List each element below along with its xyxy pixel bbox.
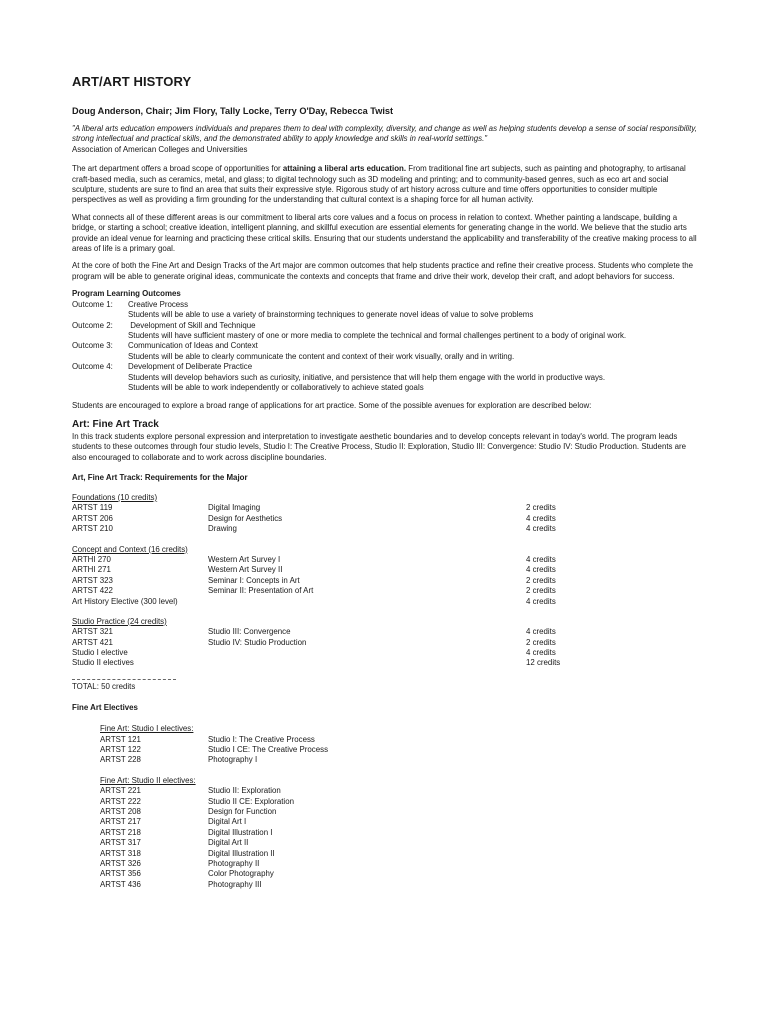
- course-row: [72, 597, 698, 607]
- track-heading: Art: Fine Art Track: [72, 418, 159, 430]
- electives-heading: Fine Art Electives: [72, 703, 138, 713]
- intro-text-b: From traditional fine art subjects, such as painting and photography, to artisanal craft-based media, such as ceramics, metal, and glass; to digital technology such as 3D modeling and printing; and to community-based genres, such as eco art and social sculpture, students are sure to find an area that suits their expressive style. Rigorous study of art history across culture and time offers opportunities to consider multiple perspectives as well as providing a firm grounding for the understanding that cultural context is a shaping force for all human activity.: [72, 164, 686, 205]
- course-credits: 12 credits: [526, 658, 561, 668]
- course-name: Design for Aesthetics: [208, 513, 283, 523]
- course-code: Studio I elective: [72, 648, 128, 658]
- outcome-line: Creative Process: [128, 299, 189, 309]
- course-code: Studio II electives: [72, 658, 134, 668]
- outcome-body: [128, 341, 514, 362]
- course-row: [72, 514, 698, 524]
- outcome-label: Outcome 3:: [72, 341, 113, 351]
- group-title: Studio Practice (24 credits): [72, 616, 167, 626]
- track-intro: In this track students explore personal expression and interpretation to investigate aesthetic boundaries and to develop concepts relevant in today's world. The program leads students to these outcomes through four studio levels, Studio I: The Creative Process, Studio II: Exploration, Studio III: Convergence: Studio IV: Studio Production. Students are also encouraged to collaborate and to work across discipline boundaries.: [72, 431, 687, 462]
- outcome-line: Students will be able to clearly communicate the content and context of their work visually, orally and in writing.: [128, 351, 515, 361]
- outcome-line: Communication of Ideas and Context: [128, 341, 258, 351]
- group-title: Concept and Context (16 credits): [72, 544, 188, 554]
- course-row: [72, 503, 698, 513]
- course-name: [208, 648, 526, 658]
- course-code: ARTST 221: [100, 786, 141, 796]
- outcome-label: Outcome 1:: [72, 299, 113, 309]
- course-code: ARTST 317: [100, 838, 141, 848]
- course-name: Design for Function: [208, 807, 277, 817]
- quote: "A liberal arts education empowers individuals and prepares them to deal with complexity, diversity, and change as well as helping students develop a sense of social responsibility, strong intellectual and practical skills, and the demonstrated ability to apply knowledge and skills in real-world settings.": [72, 124, 697, 144]
- course-credits: 2 credits: [526, 637, 556, 647]
- course-credits: 4 credits: [526, 565, 556, 575]
- outcome-list: [72, 300, 698, 394]
- requirement-groups: [72, 493, 698, 669]
- course-credits: 4 credits: [526, 524, 556, 534]
- elective-group-title: Fine Art: Studio II electives:: [100, 775, 196, 785]
- course-code: ARTST 421: [72, 637, 113, 647]
- outcome-body: [128, 362, 605, 393]
- plo-heading: [72, 289, 698, 299]
- course-code: ARTST 222: [100, 796, 141, 806]
- outcome-item: [72, 362, 698, 393]
- course-credits: 4 credits: [526, 596, 556, 606]
- course-name: Western Art Survey I: [208, 554, 281, 564]
- total-credits: TOTAL: 50 credits: [72, 681, 136, 691]
- course-name: Seminar II: Presentation of Art: [208, 586, 314, 596]
- group-title: Foundations (10 credits): [72, 492, 158, 502]
- outcome-line: Students will be able to use a variety of brainstorming techniques to generate novel ideas of value to solve problems: [128, 310, 534, 320]
- values-paragraph: What connects all of these different areas is our commitment to liberal arts core values and a focus on process in relation to context. Whether painting a landscape, building a bridge, or starting a school; creative ideation, intelligent planning, and skillful execution are essential elements for generating change in the world. We believe that the studio arts provide an ideal venue for learning and practicing these critical skills. Ensuring that our students understand the applicability and transferability of the creative making process to all areas of life is a primary goal.: [72, 212, 697, 254]
- elective-row: [100, 828, 698, 838]
- elective-row: [100, 880, 698, 890]
- outcome-body: [128, 300, 533, 321]
- elective-row: [100, 838, 698, 848]
- page-title: ART/ART HISTORY: [72, 74, 192, 89]
- course-name: Digital Illustration I: [208, 827, 273, 837]
- course-name: Drawing: [208, 524, 237, 534]
- elective-group-title: Fine Art: Studio I electives:: [100, 724, 194, 734]
- course-credits: 2 credits: [526, 575, 556, 585]
- requirement-group: [72, 493, 698, 535]
- course-code: ARTST 228: [100, 755, 141, 765]
- course-code: ARTST 356: [100, 869, 141, 879]
- requirements-heading: Art, Fine Art Track: Requirements for the Major: [72, 472, 248, 482]
- faculty-list: Doug Anderson, Chair; Jim Flory, Tally Locke, Terry O'Day, Rebecca Twist: [72, 106, 394, 116]
- outcome-label: Outcome 2:: [72, 320, 113, 330]
- course-name: [208, 658, 526, 668]
- elective-group: [100, 724, 698, 766]
- course-row: [72, 586, 698, 596]
- plo-heading-tail: s: [176, 289, 181, 299]
- outcome-body: [128, 321, 626, 342]
- course-name: Seminar I: Concepts in Art: [208, 575, 300, 585]
- course-name: Studio II CE: Exploration: [208, 796, 294, 806]
- outcome-line: Students will be able to work independently or collaboratively to achieve stated goals: [128, 382, 424, 392]
- course-name: Color Photography: [208, 869, 274, 879]
- course-name: Photography III: [208, 879, 262, 889]
- course-name: Studio III: Convergence: [208, 627, 291, 637]
- requirement-group: [72, 617, 698, 669]
- intro-text-bold: attaining a liberal arts education.: [282, 164, 407, 174]
- course-code: ARTST 326: [100, 859, 141, 868]
- course-name: Studio I CE: The Creative Process: [208, 745, 329, 755]
- elective-row: [100, 797, 698, 807]
- course-credits: 4 credits: [526, 554, 556, 564]
- course-code: Art History Elective (300 level): [72, 596, 178, 606]
- course-code: ARTST 208: [100, 807, 141, 817]
- course-credits: 4 credits: [526, 648, 556, 658]
- course-name: Digital Art II: [208, 838, 249, 848]
- elective-row: [100, 859, 698, 869]
- intro-text-a: The art department offers a broad scope of opportunities for: [72, 164, 283, 174]
- outcome-line: Students will develop behaviors such as curiosity, initiative, and persistence that will help them engage with the world in productive ways.: [128, 372, 606, 382]
- elective-row: [100, 745, 698, 755]
- outcome-item: [72, 341, 698, 362]
- course-name: Studio II: Exploration: [208, 786, 281, 796]
- course-row: [72, 576, 698, 586]
- elective-row: [100, 735, 698, 745]
- outcome-line: Development of Skill and Technique: [128, 320, 256, 330]
- course-row: [72, 524, 698, 534]
- explore-paragraph: Students are encouraged to explore a broad range of applications for art practice. Some of the possible avenues for exploration are described below:: [72, 401, 592, 411]
- outcome-item: [72, 321, 698, 342]
- course-name: Photography II: [208, 859, 260, 868]
- course-credits: 2 credits: [526, 503, 556, 513]
- course-row: [72, 648, 698, 658]
- course-code: ARTST 422: [72, 586, 113, 596]
- requirement-group: [72, 545, 698, 607]
- total-rule: [72, 679, 176, 680]
- course-code: ARTST 321: [72, 627, 113, 637]
- outcome-item: [72, 300, 698, 321]
- course-code: ARTHI 271: [72, 565, 111, 575]
- course-code: ARTST 436: [100, 879, 141, 889]
- course-code: ARTST 121: [100, 734, 141, 744]
- elective-row: [100, 849, 698, 859]
- outcome-label: Outcome 4:: [72, 362, 113, 372]
- elective-row: [100, 817, 698, 827]
- elective-row: [100, 807, 698, 817]
- outcome-line: Students will have sufficient mastery of one or more media to complete the technical and formal challenges pertinent to a body of original work.: [128, 330, 627, 340]
- intro-paragraph: [72, 164, 698, 206]
- course-code: ARTST 122: [100, 745, 141, 755]
- course-credits: 4 credits: [526, 513, 556, 523]
- course-name: Studio I: The Creative Process: [208, 734, 315, 744]
- course-row: [72, 658, 698, 668]
- course-row: [72, 627, 698, 637]
- course-name: Photography I: [208, 755, 258, 765]
- outcomes-paragraph: At the core of both the Fine Art and Design Tracks of the Art major are common outcomes that help students practice and refine their creative process. Students who complete the program will be able to generate original ideas, communicate the contexts and concepts that frame and drive their work, develop their craft, and adopt behaviors for success.: [72, 261, 694, 281]
- quote-source: Association of American Colleges and Universities: [72, 144, 248, 154]
- elective-row: [100, 786, 698, 796]
- course-row: [72, 565, 698, 575]
- course-row: [72, 638, 698, 648]
- course-name: Western Art Survey II: [208, 565, 283, 575]
- course-row: [72, 555, 698, 565]
- course-credits: 4 credits: [526, 627, 556, 637]
- elective-row: [100, 869, 698, 879]
- course-name: Digital Art I: [208, 817, 247, 827]
- course-name: Studio IV: Studio Production: [208, 637, 307, 647]
- course-name: Digital Illustration II: [208, 848, 275, 858]
- course-code: ARTHI 270: [72, 554, 111, 564]
- course-credits: 2 credits: [526, 586, 556, 596]
- course-code: ARTST 323: [72, 575, 113, 585]
- course-name: [208, 597, 526, 607]
- plo-heading-bold: Program Learning Outcome: [72, 289, 177, 299]
- document-page: [72, 74, 698, 900]
- course-code: ARTST 210: [72, 524, 113, 534]
- elective-group: [100, 776, 698, 890]
- course-code: ARTST 318: [100, 848, 141, 858]
- elective-groups: [72, 724, 698, 890]
- course-name: Digital Imaging: [208, 503, 261, 513]
- outcome-line: Development of Deliberate Practice: [128, 362, 253, 372]
- course-code: ARTST 217: [100, 817, 141, 827]
- course-code: ARTST 206: [72, 513, 113, 523]
- course-code: ARTST 218: [100, 827, 141, 837]
- elective-row: [100, 755, 698, 765]
- course-code: ARTST 119: [72, 503, 113, 513]
